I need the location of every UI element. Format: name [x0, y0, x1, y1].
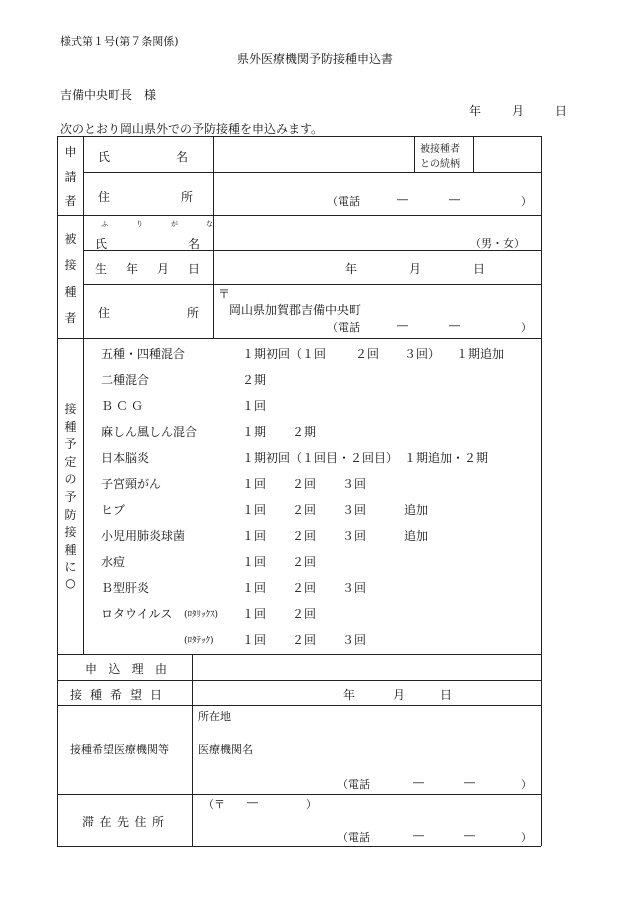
- patient-postal-mark: 〒: [218, 287, 231, 301]
- date-year-label: 年: [469, 104, 482, 118]
- vaccine-dose[interactable]: １回: [242, 477, 267, 491]
- vaccine-subtype: (ﾛﾀﾃｯｸ): [184, 636, 214, 646]
- clinic-name-label: 医療機関名: [198, 743, 253, 756]
- vaccine-dose[interactable]: ３回: [342, 633, 367, 647]
- dob-day: 日: [473, 262, 486, 276]
- vaccine-name: 子宮頸がん: [101, 477, 162, 491]
- vaccine-dose[interactable]: １回: [242, 607, 267, 621]
- dob-field[interactable]: [214, 251, 540, 283]
- vaccine-name: 水痘: [101, 555, 126, 569]
- vaccine-name: 小児用肺炎球菌: [101, 529, 186, 543]
- vaccine-dose[interactable]: ３回）: [404, 347, 441, 361]
- stay-address-label: 滞 在 先 住 所: [82, 815, 164, 829]
- desired-year: 年: [343, 688, 356, 702]
- furigana-label: ふ り が な: [101, 220, 213, 228]
- vaccine-section-label: 接 種 予 定 の 予 防 接 種 に ○: [64, 402, 77, 590]
- vaccine-dose[interactable]: ２回: [292, 477, 317, 491]
- vaccine-dose[interactable]: １期初回（１回目・２回目）: [242, 451, 399, 465]
- clinic-location-label: 所在地: [198, 710, 231, 723]
- date-day-label: 日: [555, 104, 568, 118]
- vaccine-dose[interactable]: ２回: [292, 555, 317, 569]
- vaccine-subtype: (ﾛﾀﾘｯｸｽ): [184, 610, 219, 620]
- vaccine-dose[interactable]: 追加: [404, 529, 429, 543]
- date-month-label: 月: [512, 104, 525, 118]
- applicant-section-label: 申 請 者: [64, 145, 77, 208]
- vaccine-dose[interactable]: １回: [242, 633, 267, 647]
- vaccine-dose[interactable]: １期初回（１回: [242, 347, 327, 361]
- applicant-phone-dash2: ―: [449, 193, 460, 206]
- vaccine-name: ヒブ: [101, 503, 126, 517]
- vaccine-dose[interactable]: １回: [242, 581, 267, 595]
- vaccine-dose[interactable]: ２回: [292, 607, 317, 621]
- applicant-phone-dash1: ―: [397, 193, 408, 206]
- form-number: 様式第１号(第７条関係): [60, 35, 179, 48]
- clinic-phone-close: ）: [521, 778, 532, 791]
- patient-address-label: 住 所: [98, 306, 199, 320]
- vaccine-dose[interactable]: ２期: [242, 373, 267, 387]
- stay-phone-dash1: ―: [413, 829, 424, 842]
- stay-postal-close: ）: [306, 798, 317, 811]
- relation-label-line1: 被接種者: [420, 144, 460, 155]
- patient-address-field[interactable]: [214, 285, 540, 337]
- clinic-phone-dash2: ―: [464, 776, 475, 789]
- patient-name-field[interactable]: [214, 216, 464, 249]
- patient-address-text: 岡山県加賀郡吉備中央町: [229, 303, 362, 317]
- vaccine-dose[interactable]: ３回: [342, 529, 367, 543]
- stay-phone-open: （電話: [337, 831, 370, 844]
- patient-phone-dash2: ―: [449, 319, 460, 332]
- vaccine-dose[interactable]: ２回: [292, 633, 317, 647]
- relation-label-line2: との続柄: [420, 159, 460, 170]
- reason-field[interactable]: [193, 655, 540, 679]
- dob-month: 月: [409, 262, 422, 276]
- clinic-phone-open: （電話: [337, 778, 370, 791]
- vaccine-name: Ｂ型肝炎: [101, 581, 150, 595]
- vaccine-name: 二種混合: [101, 373, 150, 387]
- vaccine-dose[interactable]: ２回: [355, 347, 380, 361]
- desired-date-label: 接 種 希 望 日: [70, 688, 162, 702]
- applicant-address-label: 住 所: [98, 190, 193, 204]
- patient-phone-open: （電話: [327, 321, 360, 334]
- desired-day: 日: [440, 688, 453, 702]
- desired-month: 月: [393, 688, 406, 702]
- vaccine-name: 五種・四種混合: [101, 347, 186, 361]
- dob-label: 生 年 月 日: [95, 262, 200, 276]
- relation-field[interactable]: [474, 137, 540, 171]
- vaccine-dose[interactable]: １回: [242, 555, 267, 569]
- reason-label: 申 込 理 由: [85, 662, 167, 676]
- clinic-phone-dash1: ―: [413, 776, 424, 789]
- vaccine-dose[interactable]: ３回: [342, 581, 367, 595]
- vaccine-name: ＢＣＧ: [101, 399, 147, 413]
- stay-postal-open: （〒: [203, 798, 225, 811]
- vaccine-dose[interactable]: ３回: [342, 503, 367, 517]
- vaccine-dose[interactable]: ２回: [292, 503, 317, 517]
- addressee: 吉備中央町長 様: [60, 88, 157, 102]
- intro-text: 次のとおり岡山県外での予防接種を申込みます。: [60, 122, 324, 136]
- patient-section-label: 被 接 種 者: [64, 232, 77, 325]
- vaccine-dose[interactable]: 追加: [404, 503, 429, 517]
- applicant-phone-close: ）: [521, 195, 532, 208]
- patient-name-label: 氏 名: [95, 237, 200, 251]
- desired-date-field[interactable]: [193, 681, 540, 704]
- patient-phone-close: ）: [521, 321, 532, 334]
- stay-postal-dash: ―: [247, 796, 258, 809]
- vaccine-dose[interactable]: ２回: [292, 529, 317, 543]
- patient-phone-dash1: ―: [397, 319, 408, 332]
- vaccine-dose[interactable]: １回: [242, 503, 267, 517]
- stay-phone-close: ）: [521, 831, 532, 844]
- vaccine-name: ロタウイルス: [101, 607, 173, 621]
- dob-year: 年: [345, 262, 358, 276]
- vaccine-dose[interactable]: １期追加・２期: [404, 451, 489, 465]
- vaccine-dose[interactable]: １期追加: [456, 347, 505, 361]
- vaccine-dose[interactable]: ２回: [292, 581, 317, 595]
- form-title: 県外医療機関予防接種申込書: [237, 52, 394, 66]
- applicant-phone-open: （電話: [327, 195, 360, 208]
- vaccine-name: 麻しん風しん混合: [101, 425, 198, 439]
- applicant-name-field[interactable]: [214, 137, 413, 171]
- applicant-address-field[interactable]: [214, 173, 540, 191]
- clinic-label: 接種希望医療機関等: [70, 743, 169, 756]
- stay-phone-dash2: ―: [464, 829, 475, 842]
- vaccine-dose[interactable]: １期: [242, 425, 267, 439]
- vaccine-name: 日本脳炎: [101, 451, 150, 465]
- vaccine-dose[interactable]: ２期: [292, 425, 317, 439]
- gender-label: （男・女）: [470, 237, 525, 250]
- applicant-name-label: 氏 名: [98, 150, 188, 164]
- vaccine-dose[interactable]: １回: [242, 529, 267, 543]
- vaccine-dose[interactable]: ３回: [342, 477, 367, 491]
- vaccine-dose[interactable]: １回: [242, 399, 267, 413]
